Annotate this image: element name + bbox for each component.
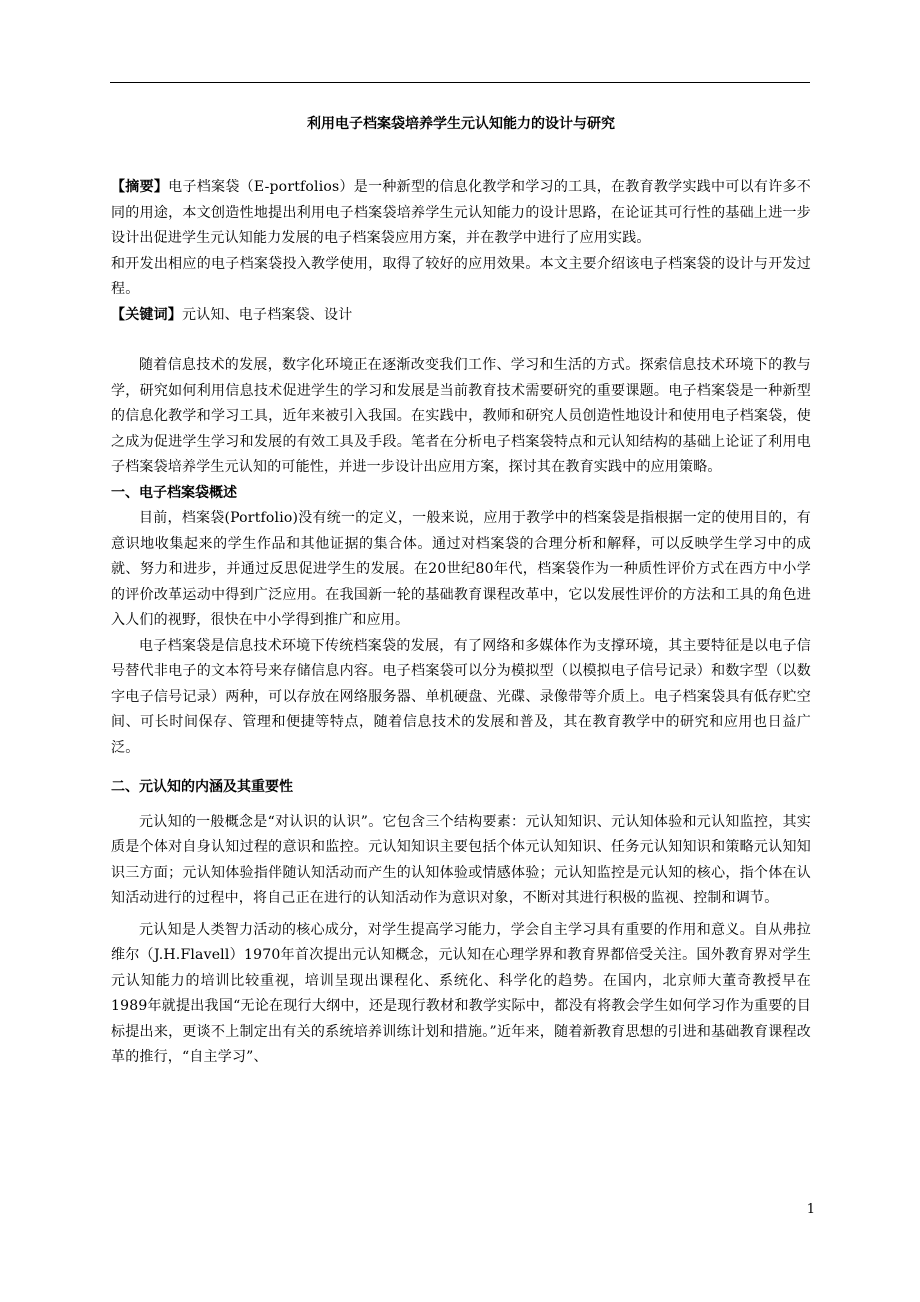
abstract-paragraph — [111, 175, 811, 252]
section-1-heading: 一、电子档案袋概述 — [111, 484, 237, 501]
document-title: 利用电子档案袋培养学生元认知能力的设计与研究 — [307, 116, 615, 132]
section-2-paragraph-2: 元认知是人类智力活动的核心成分，对学生提高学习能力，学会自主学习具有重要的作用和意义。自从弗拉维尔（J.H.Flavell）1970年首次提出元认知概念，元认知在心理学界和教育界都倍受关注。国外教育界对学生元认知能力的培训比较重视，培训呈现出课程化、系统化、科学化的趋势。在国内，北京师大董奇教授早在1989年就提出我国“无论在现行大纲中，还是现行教材和教学实际中，都没有将教会学生如何学习作为重要的目标提出来，更谈不上制定出有关的系统培养训练计划和措施。”近年来，随着新教育思想的引进和基础教育课程改革的推行，“自主学习”、 — [111, 921, 811, 1065]
abstract-label: 【摘要】 — [111, 179, 169, 195]
header-rule — [110, 82, 810, 83]
keywords-label: 【关键词】 — [111, 306, 182, 323]
abstract-text: 电子档案袋（E-portfolios）是一种新型的信息化教学和学习的工具，在教育教学实践中可以有许多不同的用途，本文创造性地提出利用电子档案袋培养学生元认知能力的设计思路，在论证其可行性的基础上进一步设计出促进学生元认知能力发展的电子档案袋应用方案，并在教学中进行了应用实践。 — [111, 179, 811, 246]
intro-paragraph: 随着信息技术的发展，数字化环境正在逐渐改变我们工作、学习和生活的方式。探索信息技术环境下的教与学，研究如何利用信息技术促进学生的学习和发展是当前教育技术需要研究的重要课题。电子档案袋是一种新型的信息化教学和学习工具，近年来被引入我国。在实践中，教师和研究人员创造性地设计和使用电子档案袋，使之成为促进学生学习和发展的有效工具及手段。笔者在分析电子档案袋特点和元认知结构的基础上论证了利用电子档案袋培养学生元认知的可能性，并进一步设计出应用方案，探讨其在教育实践中的应用策略。 — [111, 357, 811, 475]
section-2-paragraph-1: 元认知的一般概念是“对认识的认识”。它包含三个结构要素：元认知知识、元认知体验和元认知监控，其实质是个体对自身认知过程的意识和监控。元认知知识主要包括个体元认知知识、任务元认知知识和策略元认知知识三方面；元认知体验指伴随认知活动而产生的认知体验或情感体验；元认知监控是元认知的核心，指个体在认知活动进行的过程中，将自己正在进行的认知活动作为意识对象，不断对其进行积极的监视、控制和调节。 — [111, 813, 811, 906]
section-1-paragraph-1: 目前，档案袋(Portfolio)没有统一的定义，一般来说，应用于教学中的档案袋是指根据一定的使用目的，有意识地收集起来的学生作品和其他证据的集合体。通过对档案袋的合理分析和解释，可以反映学生学习中的成就、努力和进步，并通过反思促进学生的发展。在20世纪80年代，档案袋作为一种质性评价方式在西方中小学的评价改革运动中得到广泛应用。在我国新一轮的基础教育课程改革中，它以发展性评价的方法和工具的角色进入人们的视野，很快在中小学得到推广和应用。 — [111, 510, 811, 628]
document-body — [111, 112, 811, 1071]
page-number: 1 — [806, 1202, 815, 1217]
keywords-text: 元认知、电子档案袋、设计 — [182, 306, 353, 323]
section-2-heading: 二、元认知的内涵及其重要性 — [111, 779, 293, 795]
keywords-paragraph — [111, 303, 811, 329]
abstract-extra: 和开发出相应的电子档案袋投入教学使用，取得了较好的应用效果。本文主要介绍该电子档案袋的设计与开发过程。 — [111, 255, 811, 297]
section-1-paragraph-2: 电子档案袋是信息技术环境下传统档案袋的发展，有了网络和多媒体作为支撑环境，其主要特征是以电子信号替代非电子的文本符号来存储信息内容。电子档案袋可以分为模拟型（以模拟电子信号记录）和数字型（以数字电子信号记录）两种，可以存放在网络服务器、单机硬盘、光碟、录像带等介质上。电子档案袋具有低存贮空间、可长时间保存、管理和便捷等特点，随着信息技术的发展和普及，其在教育教学中的研究和应用也日益广泛。 — [111, 637, 811, 756]
